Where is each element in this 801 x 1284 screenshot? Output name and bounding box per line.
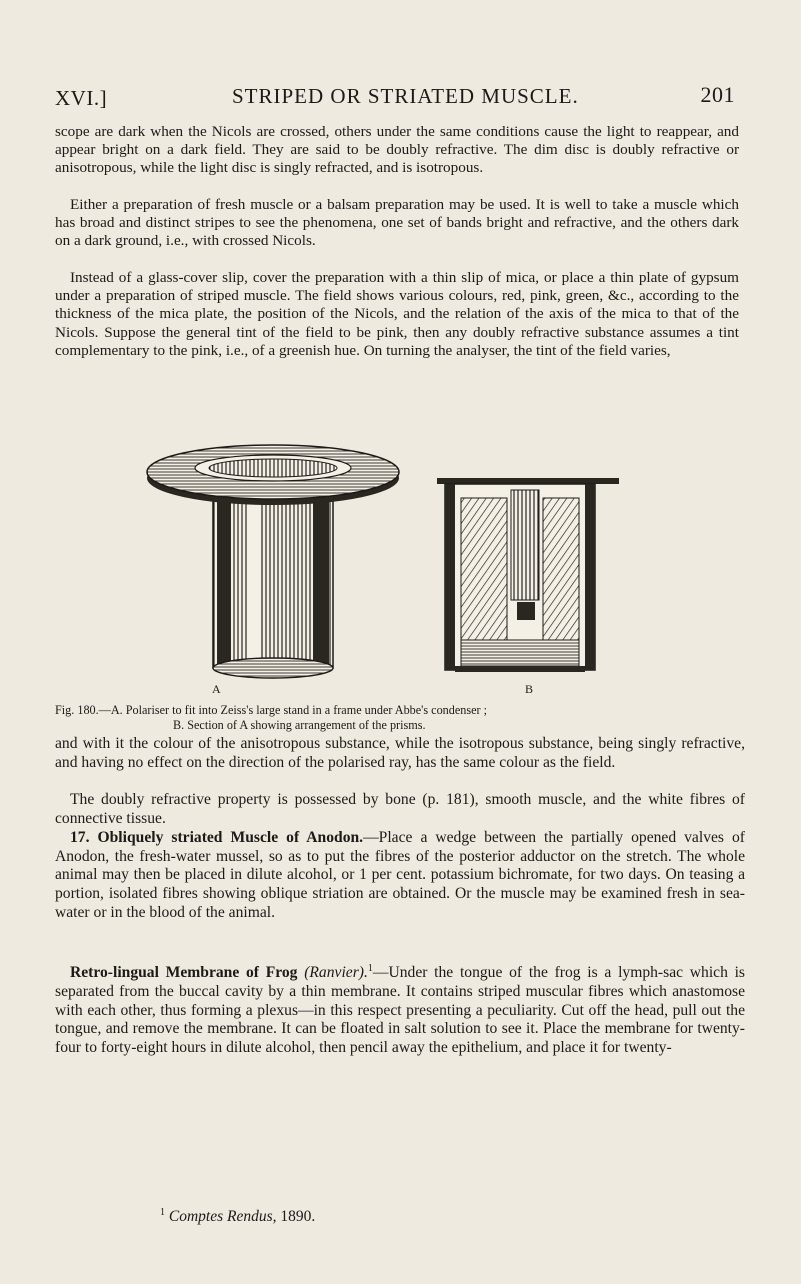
figure-label-b: B bbox=[525, 682, 534, 696]
caption-line-2: B. Section of A showing arrangement of the prisms. bbox=[173, 718, 426, 732]
running-title: STRIPED OR STRIATED MUSCLE. bbox=[232, 84, 579, 108]
footnote-marker: 1 bbox=[160, 1207, 165, 1218]
polariser-drawing-a bbox=[147, 445, 399, 678]
polariser-drawing-b bbox=[437, 478, 619, 672]
paragraph-doubly-refractive: The doubly refractive property is possessed by bone (p. 181), smooth muscle, and the white fibres of connective tissue. bbox=[55, 791, 745, 827]
section-heading-retro-lingual: Retro-lingual Membrane of Frog bbox=[70, 964, 298, 982]
figure-caption bbox=[55, 703, 745, 733]
paragraph-mica: Instead of a glass-cover slip, cover the preparation with a thin slip of mica, or place a thin plate of gypsum under a preparation of striped muscle. The field shows various colours, red, pink, green, &c., according to the thickness of the mica plate, the position of the Nicols, and the relation of the axis of the mica to that of the Nicols. Suppose the general tint of the field to be pink, then any doubly refractive substance assumes a tint complementary to the pink, i.e., of a greenish hue. On turning the analyser, the tint of the field varies, bbox=[55, 269, 739, 359]
page-number: 201 bbox=[700, 82, 735, 107]
paragraph-birefringence: scope are dark when the Nicols are crossed, others under the same conditions cause the light to reappear, and appear bright on a dark field. They are said to be doubly refractive. The dim disc is doubly refractive or anisotropous, while the light disc is singly refracted, and is isotropous. bbox=[55, 123, 739, 177]
footnote-reference: 1 bbox=[367, 963, 373, 974]
footnote-year: 1890. bbox=[280, 1208, 316, 1226]
paragraph-isotropous: and with it the colour of the anisotropous substance, while the isotropous substance, being singly refractive, and having no effect on the direction of the polarised ray, has the same colour as the field. bbox=[55, 735, 745, 771]
section-heading-anodon: 17. Obliquely striated Muscle of Anodon. bbox=[70, 829, 364, 846]
caption-line-1: Fig. 180.—A. Polariser to fit into Zeiss's large stand in a frame under Abbe's condenser ; bbox=[55, 703, 488, 717]
footnote-source: Comptes Rendus, bbox=[168, 1208, 277, 1226]
figure-polariser bbox=[145, 420, 665, 690]
chapter-number: XVI.] bbox=[55, 86, 108, 110]
figure-label-a: A bbox=[212, 682, 221, 696]
running-head bbox=[55, 82, 735, 116]
author-citation: (Ranvier). bbox=[304, 964, 368, 982]
footnote bbox=[160, 1207, 315, 1226]
paragraph-preparation: Either a preparation of fresh muscle or a balsam preparation may be used. It is well to take a muscle which has broad and distinct stripes to see the phenomena, one set of bands bright and refractive, and the others dark on a dark ground, i.e., with crossed Nicols. bbox=[55, 196, 739, 250]
paragraph-retro-lingual-text: —Under the tongue of the frog is a lymph-sac which is separated from the buccal cavity by a thin membrane. It contains striped muscular fibres which anastomose with each other, thus forming a plexus—in this respect presenting a peculiarity. Cut off the head, pull out the tongue, and remove the membrane. It can be floated in salt solution to see it. Place the membrane for twenty-four to forty-eight hours in dilute alcohol, then pencil away the epithelium, and place it for twenty- bbox=[55, 964, 745, 1056]
paragraph-retro-lingual bbox=[55, 960, 745, 1058]
paragraph-anodon-text: —Place a wedge between the partially opened valves of Anodon, the fresh-water mussel, so as to put the fibres of the posterior adductor on the stretch. The whole animal may then be placed in dilute alcohol, or 1 per cent. potassium bichromate, for two days. On teasing a portion, isolated fibres showing oblique striation are obtained. Or the muscle may be examined fresh in sea-water or in the blood of the animal. bbox=[55, 829, 745, 921]
polariser-illustration bbox=[145, 420, 665, 690]
paragraph-anodon bbox=[55, 829, 745, 923]
